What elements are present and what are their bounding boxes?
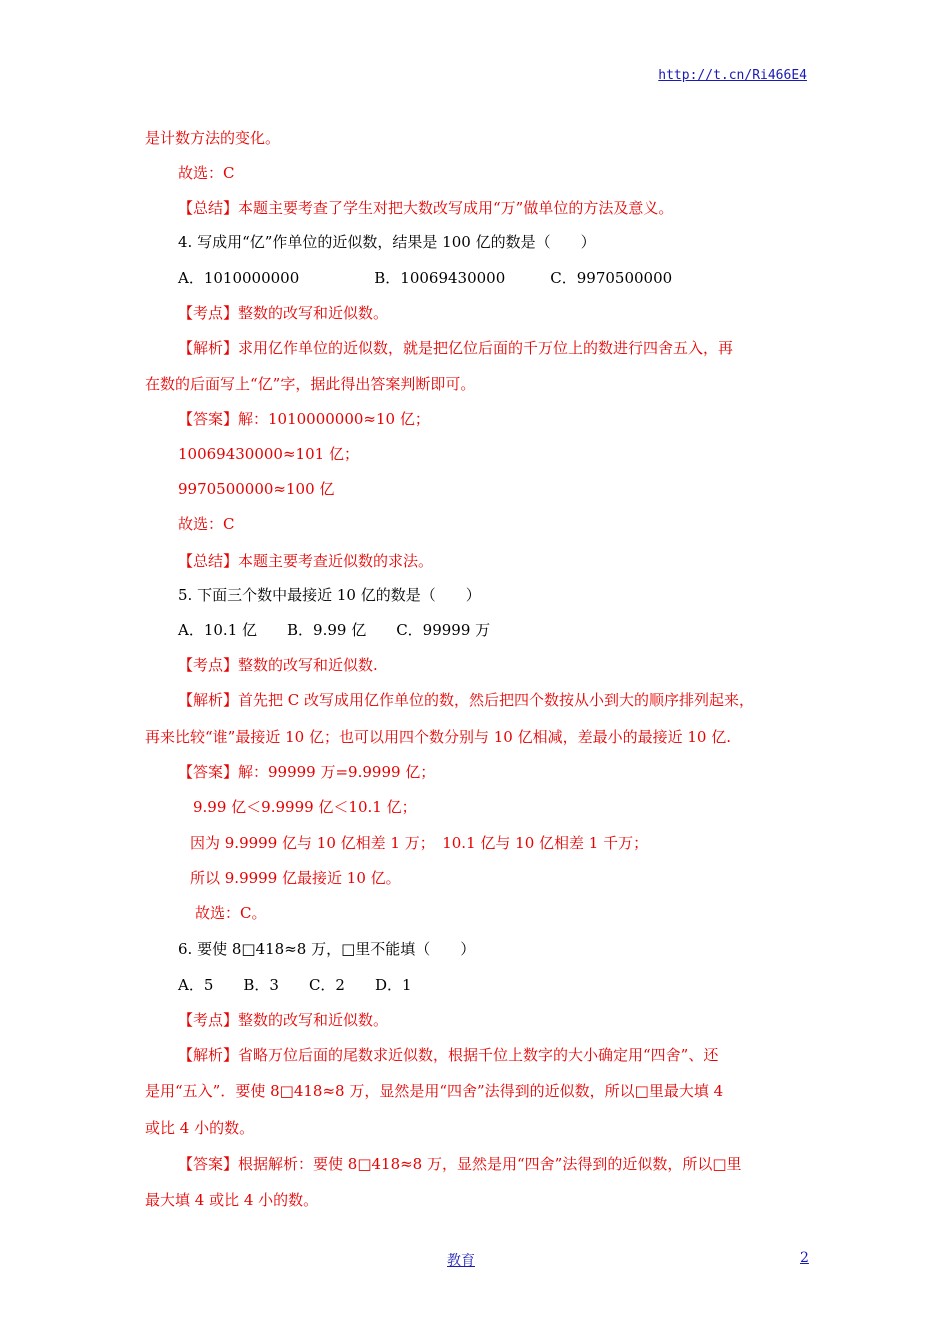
text-line: 6. 要使 8□418≈8 万，□里不能填（ ）: [178, 940, 476, 958]
text-line: 5. 下面三个数中最接近 10 亿的数是（ ）: [178, 586, 481, 604]
text-line: 【答案】解：1010000000≈10 亿；: [178, 410, 430, 428]
text-line: 【考点】整数的改写和近似数。: [178, 304, 389, 322]
footer-link[interactable]: 教育: [447, 1253, 475, 1269]
text-line: 在数的后面写上“亿”字，据此得出答案判断即可。: [145, 375, 476, 393]
text-line: 【总结】本题主要考查近似数的求法。: [178, 552, 434, 570]
text-line: 9.99 亿＜9.9999 亿＜10.1 亿；: [193, 798, 417, 816]
text-line: 【解析】首先把 C 改写成用亿作单位的数，然后把四个数按从小到大的顺序排列起来，: [178, 691, 755, 709]
text-line: 4. 写成用“亿”作单位的近似数，结果是 100 亿的数是（ ）: [178, 233, 596, 251]
page-number[interactable]: 2: [800, 1250, 809, 1266]
text-line: 【考点】整数的改写和近似数.: [178, 656, 378, 674]
text-line: 【总结】本题主要考查了学生对把大数改写成用“万”做单位的方法及意义。: [178, 199, 674, 217]
text-line: 所以 9.9999 亿最接近 10 亿。: [190, 869, 401, 887]
text-line: 是计数方法的变化。: [145, 129, 281, 147]
text-line: 【考点】整数的改写和近似数。: [178, 1011, 389, 1029]
text-line: 【解析】求用亿作单位的近似数，就是把亿位后面的千万位上的数进行四舍五入，再: [178, 339, 734, 357]
header-link[interactable]: http://t.cn/Ri466E4: [658, 68, 807, 83]
text-line: 或比 4 小的数。: [145, 1119, 255, 1137]
text-line: 【答案】解：99999 万=9.9999 亿；: [178, 763, 436, 781]
text-line: A．10.1 亿 B．9.99 亿 C．99999 万: [178, 621, 491, 639]
text-line: 因为 9.9999 亿与 10 亿相差 1 万； 10.1 亿与 10 亿相差 1 千万；: [190, 834, 649, 852]
text-line: 【答案】根据解析：要使 8□418≈8 万，显然是用“四舍”法得到的近似数，所以□里: [178, 1155, 742, 1173]
text-line: 再来比较“谁”最接近 10 亿；也可以用四个数分别与 10 亿相减，差最小的最接近 10 亿.: [145, 728, 731, 746]
text-line: A．1010000000 B．10069430000 C．9970500000: [178, 269, 673, 287]
text-line: 是用“五入”．要使 8□418≈8 万，显然是用“四舍”法得到的近似数，所以□里最大填 4: [145, 1082, 724, 1100]
text-line: 【解析】省略万位后面的尾数求近似数，根据千位上数字的大小确定用“四舍”、还: [178, 1046, 719, 1064]
text-line: A．5 B．3 C．2 D．1: [178, 976, 412, 994]
text-line: 9970500000≈100 亿: [178, 480, 335, 498]
text-line: 故选：C: [178, 164, 235, 182]
text-line: 10069430000≈101 亿；: [178, 445, 359, 463]
text-line: 故选：C。: [195, 904, 267, 922]
text-line: 最大填 4 或比 4 小的数。: [145, 1191, 319, 1209]
text-line: 故选：C: [178, 515, 235, 533]
